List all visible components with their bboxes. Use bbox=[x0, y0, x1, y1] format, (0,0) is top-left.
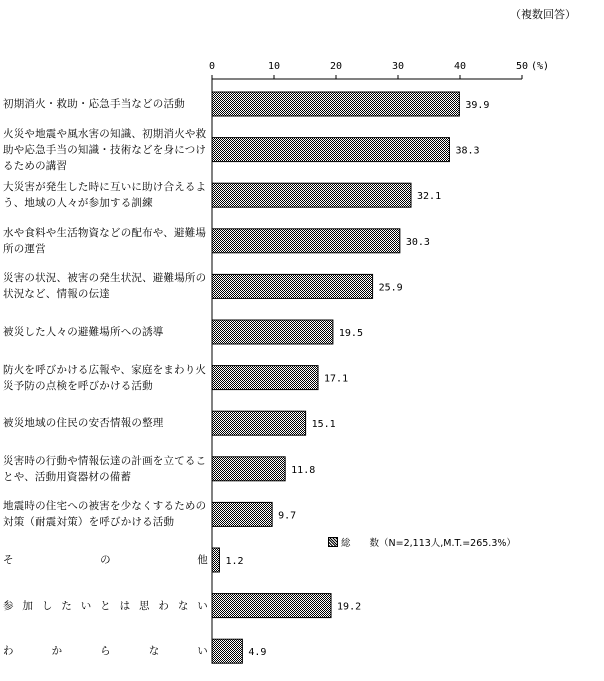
bar-value-label: 11.8 bbox=[291, 464, 316, 476]
legend-series-name: 総 数 bbox=[341, 538, 380, 549]
bar bbox=[212, 639, 242, 663]
category-label: 被災した人々の避難場所への誘導 bbox=[3, 326, 164, 338]
x-tick-label: 10 bbox=[267, 61, 281, 72]
legend-sample-info: （N=2,113人,M.T.=265.3%） bbox=[379, 538, 516, 549]
x-unit-label: (%) bbox=[531, 61, 550, 72]
category-label: 参加したいとは思わない bbox=[3, 599, 208, 612]
category-label: 大災害が発生した時に互いに助け合えるよう、地域の人々が参加する訓練 bbox=[3, 181, 207, 210]
category-label: 災害時の行動や情報伝達の計画を立てることや、活動用資器材の備蓄 bbox=[3, 454, 207, 483]
bar bbox=[212, 138, 449, 162]
category-label: そ の 他 bbox=[3, 554, 208, 566]
category-label: 災害の状況、被害の発生状況、避難場所の状況など、情報の伝達 bbox=[3, 272, 207, 301]
bar-value-label: 19.5 bbox=[338, 328, 363, 339]
x-tick-label: 30 bbox=[391, 61, 405, 72]
bar bbox=[212, 548, 219, 572]
bar bbox=[212, 457, 285, 481]
bar-value-label: 39.9 bbox=[465, 100, 490, 111]
x-tick-label: 40 bbox=[453, 61, 467, 72]
bar bbox=[212, 274, 373, 298]
x-tick-label: 0 bbox=[208, 61, 216, 72]
bar-value-label: 15.1 bbox=[311, 419, 336, 431]
category-label: 防火を呼びかける広報や、家庭をまわり火災予防の点検を呼びかける活動 bbox=[3, 363, 207, 392]
bar bbox=[212, 320, 333, 344]
x-tick-label: 50 bbox=[515, 61, 529, 72]
bar bbox=[212, 92, 459, 116]
bar bbox=[212, 366, 318, 390]
bar bbox=[212, 411, 306, 435]
bar-value-label: 25.9 bbox=[378, 282, 403, 294]
category-label: わ か ら な い bbox=[3, 645, 208, 658]
bar-value-label: 9.7 bbox=[278, 510, 297, 522]
bar bbox=[212, 594, 331, 618]
bar-value-label: 17.1 bbox=[324, 373, 349, 385]
bar-value-label: 1.2 bbox=[225, 556, 244, 567]
chart-legend bbox=[328, 535, 516, 549]
category-label: 火災や地震や風水害の知識、初期消火や救助や応急手当の知識・技術などを身につけるための講習 bbox=[3, 127, 207, 172]
bar-value-label: 38.3 bbox=[455, 145, 480, 157]
x-tick-label: 20 bbox=[329, 61, 343, 72]
bar-value-label: 19.2 bbox=[337, 601, 362, 613]
bar bbox=[212, 229, 400, 253]
bar bbox=[212, 502, 272, 526]
category-label: 初期消火・救助・応急手当などの活動 bbox=[3, 98, 185, 110]
bar-value-label: 4.9 bbox=[248, 647, 267, 659]
bar-value-label: 32.1 bbox=[417, 191, 442, 203]
bar-value-label: 30.3 bbox=[405, 236, 430, 248]
multiple-answer-note: （複数回答） bbox=[510, 8, 576, 21]
legend-swatch bbox=[328, 537, 338, 547]
bar bbox=[212, 183, 411, 207]
category-label: 被災地域の住民の安否情報の整理 bbox=[3, 417, 164, 430]
category-label: 地震時の住宅への被害を少なくするための対策（耐震対策）を呼びかける活動 bbox=[3, 500, 207, 529]
category-label: 水や食料や生活物資などの配布や、避難場所の運営 bbox=[3, 226, 207, 255]
